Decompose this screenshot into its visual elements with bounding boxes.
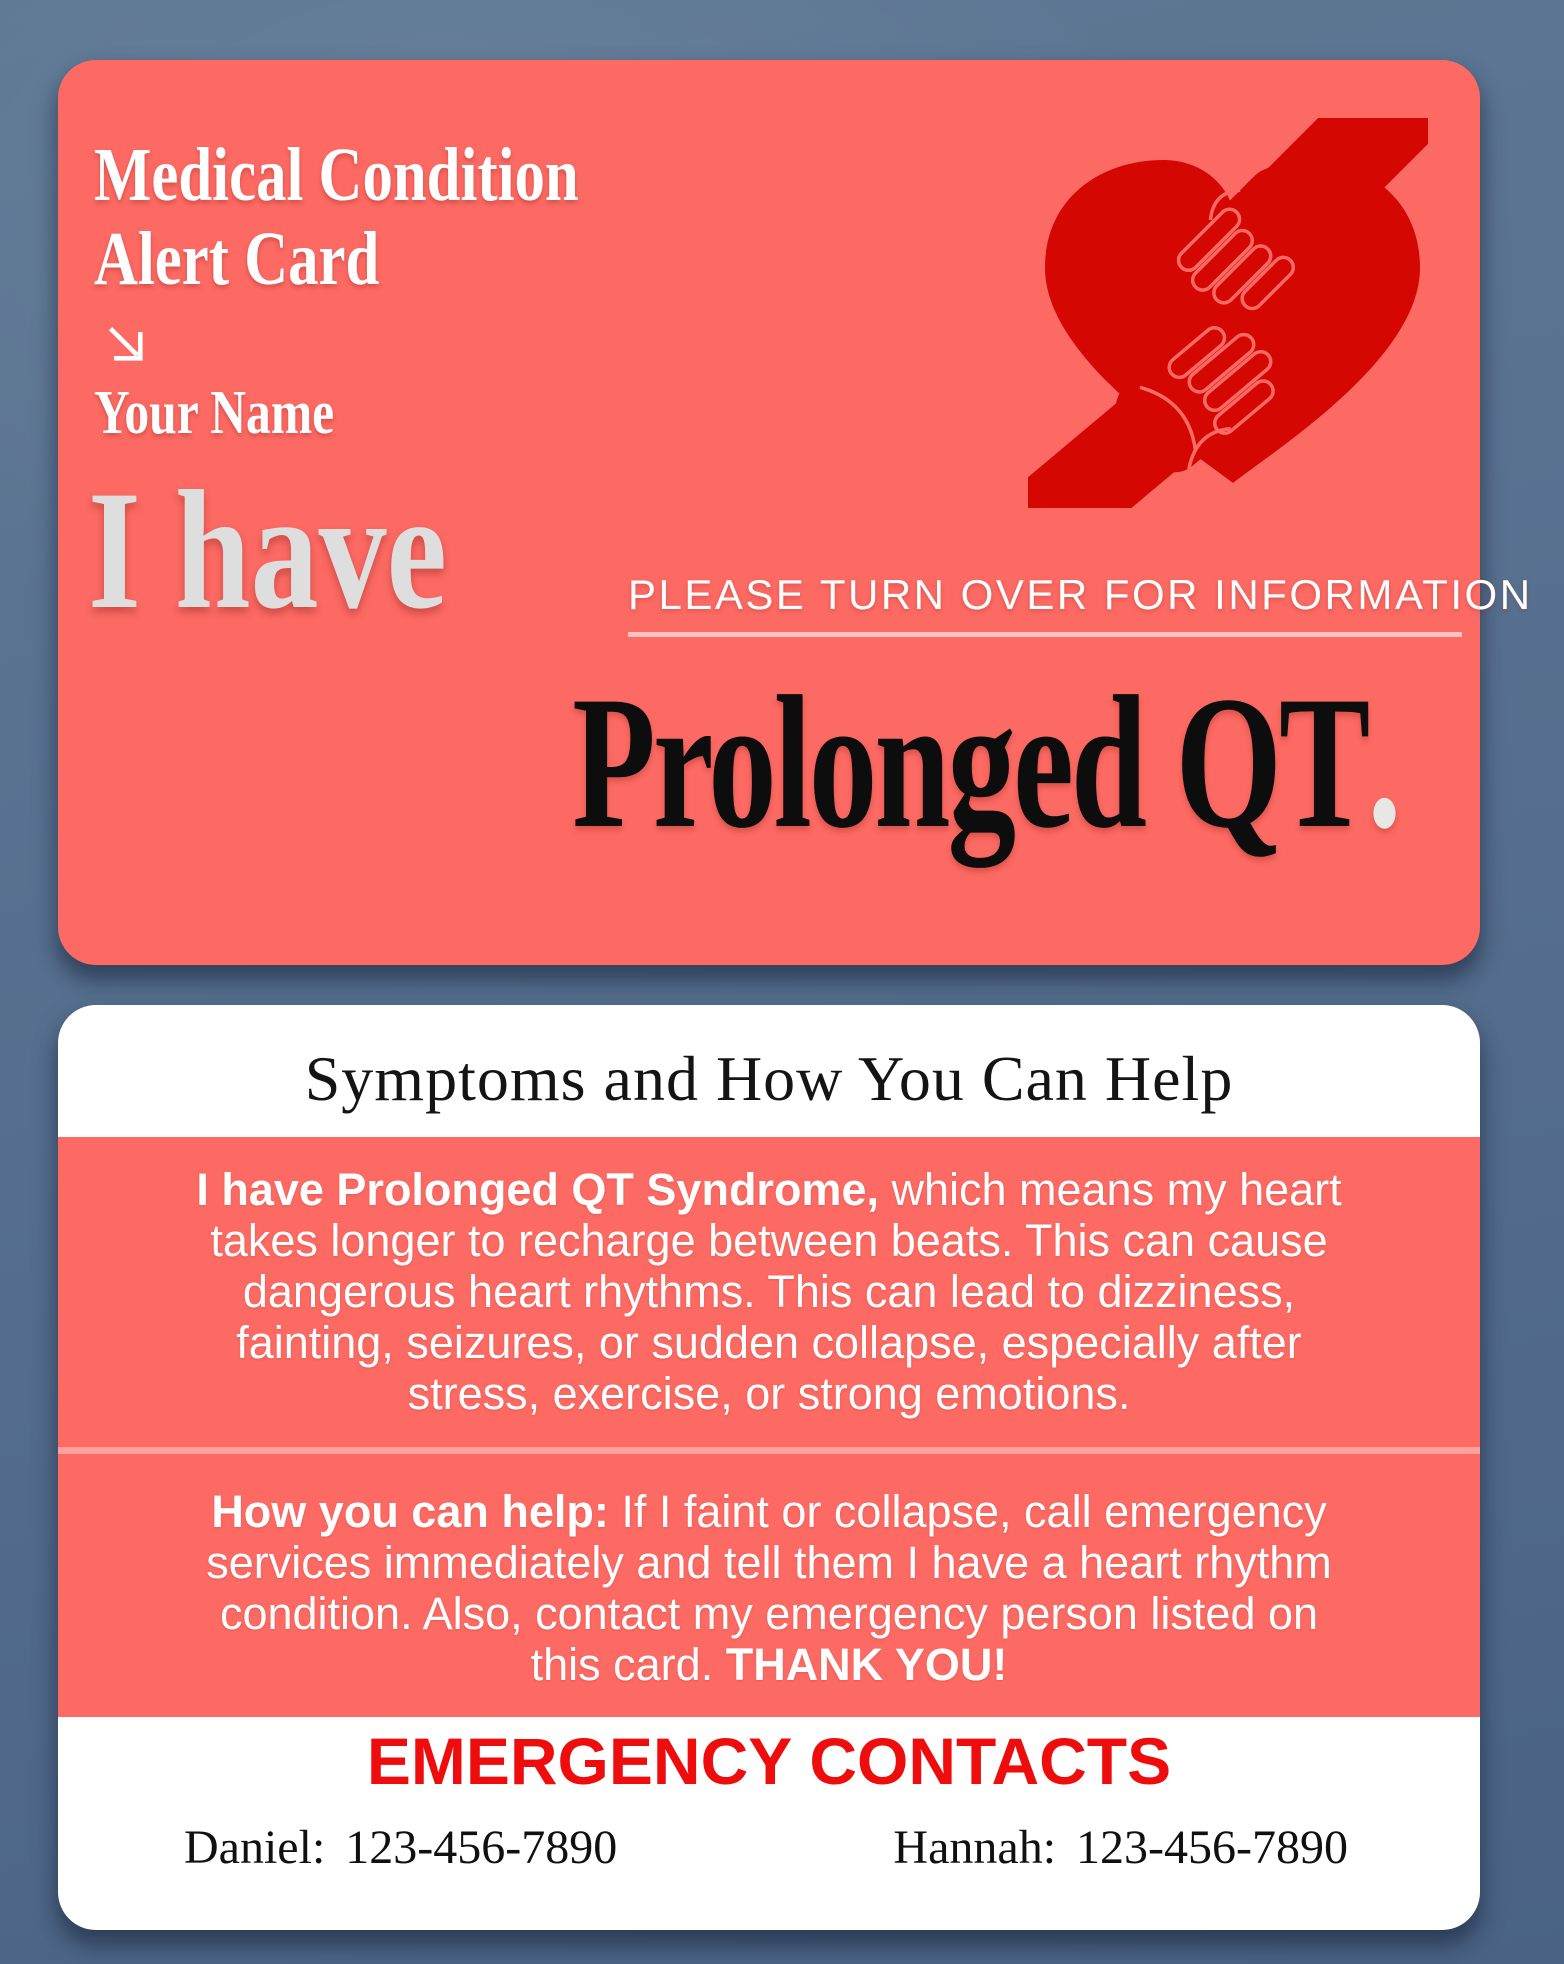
turn-over-note (628, 571, 1533, 637)
medical-alert-card-back (58, 1005, 1480, 1930)
text-line: this card. THANK YOU! (530, 1639, 1008, 1690)
text-line: stress, exercise, or strong emotions. (407, 1368, 1131, 1419)
arrow-down-right-icon (106, 324, 146, 364)
your-name-label: Your Name (94, 379, 335, 447)
card-title-line1: Medical Condition (94, 133, 579, 217)
symptom-paragraph (58, 1137, 1480, 1447)
condition-name: Prolonged QT. (572, 658, 1402, 868)
heart-in-hands-icon (1028, 118, 1428, 508)
period-dot: . (1367, 658, 1402, 868)
panel-divider (58, 1447, 1480, 1454)
contact-entry (893, 1820, 1348, 1875)
text-line: services immediately and tell them I have a heart rhythm (206, 1537, 1332, 1588)
text-line: fainting, seizures, or sudden collapse, especially after (236, 1317, 1302, 1368)
back-card-title: Symptoms and How You Can Help (304, 1043, 1234, 1114)
i-have-text: I have (88, 456, 447, 644)
medical-alert-card-front (58, 60, 1533, 965)
card-title-line2: Alert Card (94, 216, 380, 301)
contact-entry (184, 1820, 617, 1875)
emergency-contacts-row (58, 1796, 1480, 1875)
contact-name: Hannah: (893, 1821, 1057, 1875)
contact-name: Daniel: (184, 1821, 326, 1875)
text-line: condition. Also, contact my emergency person listed on (219, 1588, 1319, 1639)
text-line: I have Prolonged QT Syndrome, which means my heart (196, 1164, 1342, 1215)
text-line: dangerous heart rhythms. This can lead to dizziness, (242, 1266, 1296, 1317)
card-title (94, 134, 579, 301)
text-line: How you can help: If I faint or collapse, call emergency (211, 1486, 1327, 1537)
emergency-contacts-heading: EMERGENCY CONTACTS (366, 1724, 1172, 1798)
info-panel (58, 1137, 1480, 1717)
underline-rule (628, 632, 1462, 637)
turn-over-text: PLEASE TURN OVER FOR INFORMATION (628, 571, 1533, 618)
help-paragraph (58, 1454, 1480, 1717)
contact-phone: 123-456-7890 (1076, 1821, 1348, 1875)
contact-phone: 123-456-7890 (345, 1821, 618, 1875)
text-line: takes longer to recharge between beats. This can cause (210, 1215, 1328, 1266)
